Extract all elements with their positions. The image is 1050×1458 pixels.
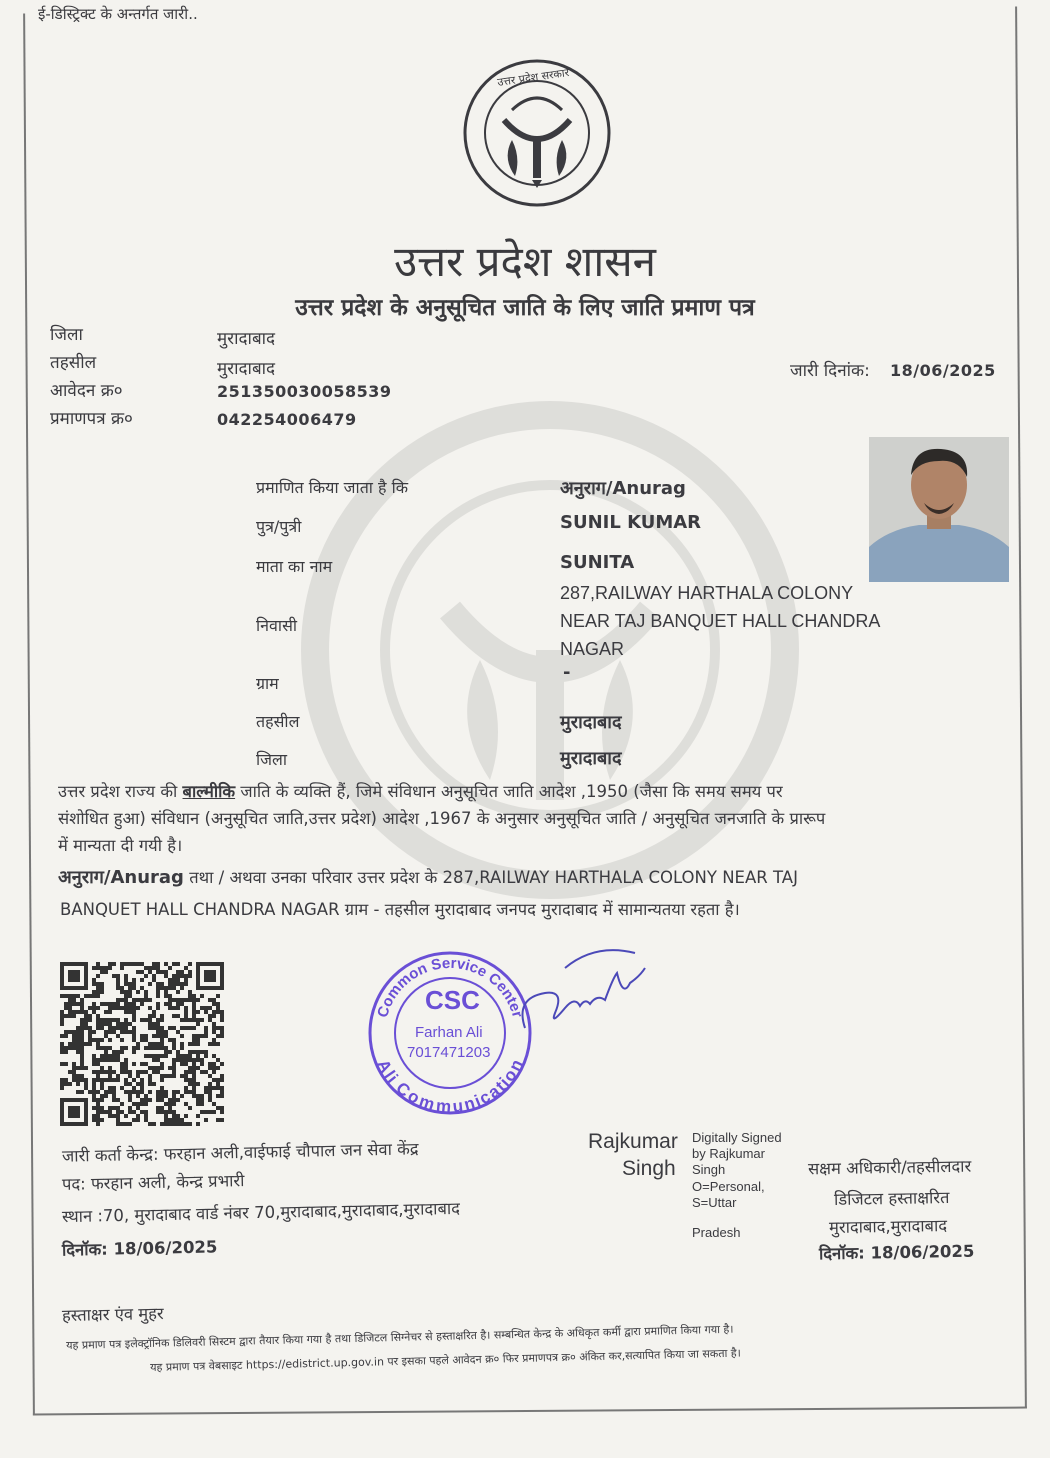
digital-sign-name-1: Rajkumar xyxy=(588,1130,678,1153)
applicant-name: अनुराग/Anurag xyxy=(58,867,184,888)
digital-sign-line-2: by Rajkumar xyxy=(692,1146,765,1161)
footer-line-1: यह प्रमाण पत्र इलेक्ट्रॉनिक डिलिवरी सिस्टम द्वारा तैयार किया गया है तथा डिजिटल सिग्नेचर से हस्ताक्षरित है। सम्बन्धित केन्द्र के अधिकृत कर्मी द्वारा प्रमाणित किया गया है। xyxy=(66,1322,734,1352)
signature-label: हस्ताक्षर एंव मुहर xyxy=(61,1303,164,1326)
field-tehsil-value: मुरादाबाद xyxy=(560,712,622,733)
authority-title: सक्षम अधिकारी/तहसीलदार xyxy=(807,1156,972,1179)
issuer-place: स्थान :70, मुरादाबाद वार्ड नंबर 70,मुरादाबाद,मुरादाबाद,मुरादाबाद xyxy=(61,1198,461,1227)
footer-line-2: यह प्रमाण पत्र वेबसाइट https://edistrict.up.gov.in पर इसका पहले आवेदन क्र० फिर प्रमाणपत्र क्र० अंकित कर,सत्यापित किया जा सकता है। xyxy=(150,1346,742,1374)
issuer-date: दिनॉक: 18/06/2025 xyxy=(61,1237,218,1260)
issuer-center: जारी कर्ता केन्द्र: फरहान अली,वाईफाई चौपाल जन सेवा केंद्र xyxy=(61,1139,419,1166)
meta-certificate-label: प्रमाणपत्र क्र० xyxy=(50,409,133,429)
field-village-label: ग्राम xyxy=(256,674,279,693)
header-note: ई-डिस्ट्रिक्ट के अन्तर्गत जारी.. xyxy=(38,5,198,23)
field-parent-label: पुत्र/पुत्री xyxy=(256,517,302,536)
stamp-ring-bottom: Ali Communication xyxy=(373,1056,527,1117)
authority-sign: डिजिटल हस्ताक्षरित xyxy=(833,1187,950,1210)
issuer-post: पद: फरहान अली, केन्द्र प्रभारी xyxy=(61,1171,245,1194)
meta-tehsil-label: तहसील xyxy=(50,353,97,373)
qr-code xyxy=(60,962,224,1126)
body-line-5: BANQUET HALL CHANDRA NAGAR ग्राम - तहसील मुरादाबाद जनपद मुरादाबाद में सामान्यतया रहता है। xyxy=(60,900,740,919)
stamp-phone: 7017471203 xyxy=(407,1044,491,1061)
stamp-name: Farhan Ali xyxy=(415,1024,483,1041)
applicant-photo xyxy=(869,437,1009,582)
emblem-text: उत्तर प्रदेश सरकार xyxy=(496,66,570,89)
field-parent-value: SUNIL KUMAR xyxy=(560,512,702,533)
digital-sign-line-5: S=Uttar xyxy=(692,1195,737,1210)
stamp-csc: CSC xyxy=(425,985,480,1015)
meta-district-value: मुरादाबाद xyxy=(217,329,276,349)
svg-text:Ali Communication xyxy=(373,1056,527,1116)
handwritten-signature xyxy=(505,938,655,1038)
field-village-value: - xyxy=(563,662,571,683)
field-district-value: मुरादाबाद xyxy=(560,748,622,769)
issue-date-value: 18/06/2025 xyxy=(890,361,996,380)
body-line-4: अनुराग/Anurag तथा / अथवा उनका परिवार उत्तर प्रदेश के 287,RAILWAY HARTHALA COLONY NEAR TAJ xyxy=(58,867,798,888)
meta-certificate-number: 042254006479 xyxy=(217,410,357,429)
issue-date-label: जारी दिनांक: xyxy=(790,361,870,381)
field-district-label: जिला xyxy=(256,750,288,769)
authority-place: मुरादाबाद,मुरादाबाद xyxy=(828,1215,948,1238)
meta-application-label: आवेदन क्र० xyxy=(50,381,123,401)
body-line-3: में मान्यता दी गयी है। xyxy=(58,836,183,855)
field-mother-label: माता का नाम xyxy=(256,557,333,576)
meta-tehsil-value: मुरादाबाद xyxy=(217,359,276,379)
digital-sign-line-1: Digitally Signed xyxy=(692,1130,782,1145)
digital-sign-line-3: Singh xyxy=(692,1162,726,1177)
digital-sign-name-2: Singh xyxy=(622,1157,676,1180)
digital-sign-last: Pradesh xyxy=(692,1225,741,1240)
meta-district-label: जिला xyxy=(50,325,83,345)
authority-date: दिनॉक: 18/06/2025 xyxy=(818,1241,975,1264)
digital-sign-line-4: O=Personal, xyxy=(692,1179,765,1194)
field-mother-value: SUNITA xyxy=(560,552,635,573)
field-resident-label: निवासी xyxy=(256,616,298,635)
field-resident-value: 287,RAILWAY HARTHALA COLONY NEAR TAJ BANQUET HALL CHANDRA NAGAR xyxy=(560,583,880,659)
field-certified-label: प्रमाणित किया जाता है कि xyxy=(256,478,409,497)
body-line-1: उत्तर प्रदेश राज्य की बाल्मीकि जाति के व्यक्ति हैं, जिमे संविधान अनुसूचित जाति आदेश ,1950 (जैसा कि समय समय पर xyxy=(58,782,783,801)
field-certified-value: अनुराग/Anurag xyxy=(560,478,686,499)
stamp-ring-top: Common Service Center xyxy=(374,954,526,1020)
meta-application-number: 251350030058539 xyxy=(217,382,392,401)
caste-name: बाल्मीकि xyxy=(182,782,236,801)
page-title: उत्तर प्रदेश शासन xyxy=(394,237,656,286)
body-line-2: संशोधित हुआ) संविधान (अनुसूचित जाति,उत्तर प्रदेश) आदेश ,1967 के अनुसार अनुसूचित जाति / अनुसूचित जनजाति के प्रारूप xyxy=(58,809,826,828)
field-tehsil-label: तहसील xyxy=(256,712,300,731)
certificate-subtitle: उत्तर प्रदेश के अनुसूचित जाति के लिए जाति प्रमाण पत्र xyxy=(295,295,755,321)
